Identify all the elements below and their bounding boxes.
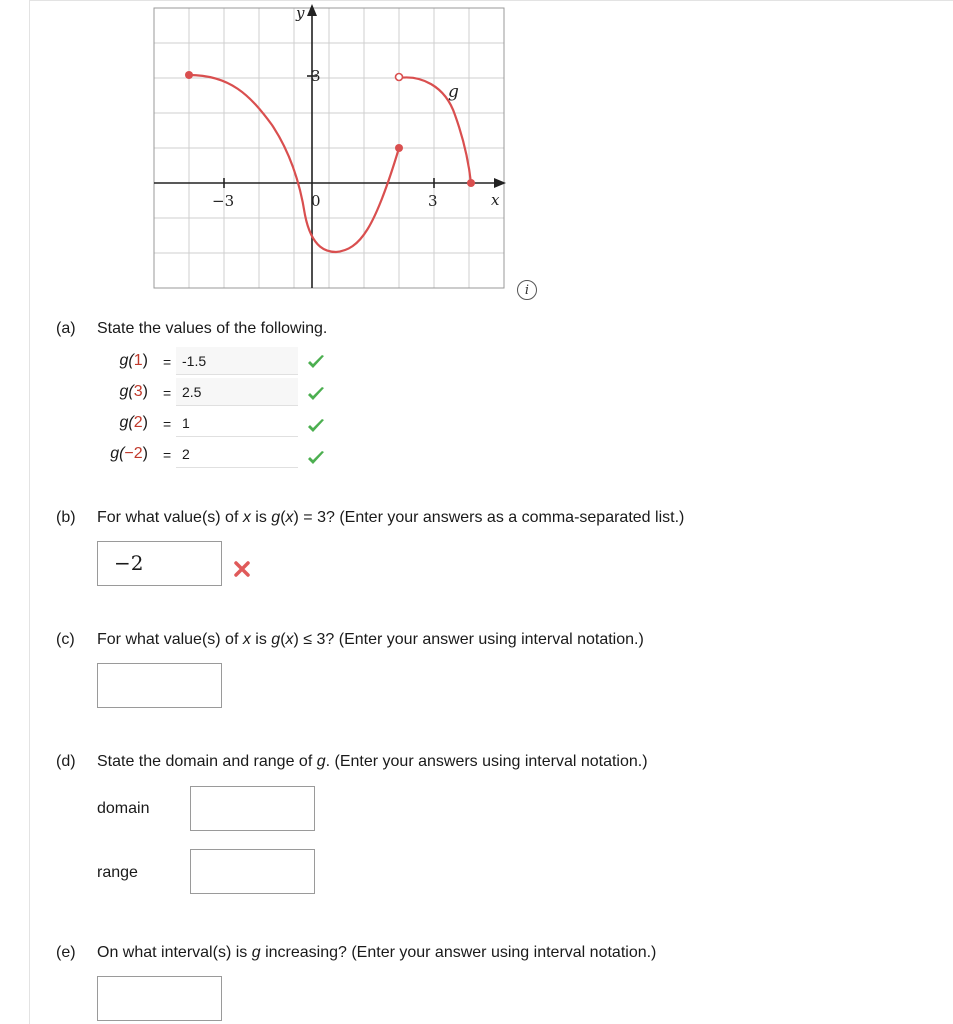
info-icon[interactable]: i: [517, 280, 537, 300]
tick-label-0: 0: [311, 192, 321, 210]
range-label: range: [97, 864, 138, 881]
equals-sign: =: [163, 416, 172, 432]
part-c-answer-input[interactable]: [97, 663, 222, 708]
closed-endpoint-middle: [395, 144, 403, 152]
domain-label: domain: [97, 800, 150, 817]
correct-check-icon: [306, 384, 326, 404]
part-a-label: (a): [56, 320, 76, 337]
part-e-prompt: On what interval(s) is g increasing? (Enter your answer using interval notation.): [97, 944, 657, 961]
endpoints: [185, 71, 475, 187]
tick-label-neg3: −3: [212, 192, 235, 210]
grid: [154, 8, 504, 288]
tick-label-3-y: 3: [311, 67, 321, 85]
part-b-prompt: For what value(s) of x is g(x) = 3? (Enter your answers as a comma-separated list.): [97, 509, 685, 526]
left-border: [29, 0, 30, 1024]
equals-sign: =: [163, 447, 172, 463]
function-expression: g(2): [119, 414, 148, 431]
correct-check-icon: [306, 448, 326, 468]
function-expression: g(−2): [110, 445, 148, 462]
correct-check-icon: [306, 416, 326, 436]
closed-endpoint-left: [185, 71, 193, 79]
incorrect-x-icon: [233, 560, 251, 578]
part-e-answer-input[interactable]: [97, 976, 222, 1021]
part-b-answer-input[interactable]: [97, 541, 222, 586]
part-a-prompt: State the values of the following.: [97, 320, 328, 337]
domain-answer-input[interactable]: [190, 786, 315, 831]
open-endpoint: [396, 74, 403, 81]
part-b-answer-value: −2: [114, 551, 144, 575]
equals-sign: =: [163, 354, 172, 370]
x-axis-label: x: [491, 191, 500, 209]
answer-field-g-3[interactable]: 2.5: [176, 378, 298, 406]
part-d-label: (d): [56, 753, 76, 770]
y-axis-label: y: [296, 4, 305, 22]
axes: [154, 4, 506, 288]
part-b-label: (b): [56, 509, 76, 526]
answer-field-g-1[interactable]: -1.5: [176, 347, 298, 375]
part-e-label: (e): [56, 944, 76, 961]
part-c-prompt: For what value(s) of x is g(x) ≤ 3? (Enter your answer using interval notation.): [97, 631, 644, 648]
closed-endpoint-right: [467, 179, 475, 187]
part-d-prompt: State the domain and range of g. (Enter your answers using interval notation.): [97, 753, 648, 770]
curve-g: [189, 75, 471, 252]
correct-check-icon: [306, 352, 326, 372]
answer-field-g-neg2[interactable]: 2: [176, 440, 298, 468]
function-expression: g(3): [119, 383, 148, 400]
range-answer-input[interactable]: [190, 849, 315, 894]
curve-label: g: [448, 82, 459, 102]
equals-sign: =: [163, 385, 172, 401]
function-graph: [150, 0, 510, 292]
part-c-label: (c): [56, 631, 75, 648]
tick-label-3-x: 3: [428, 192, 438, 210]
answer-field-g-2[interactable]: 1: [176, 409, 298, 437]
function-expression: g(1): [119, 352, 148, 369]
